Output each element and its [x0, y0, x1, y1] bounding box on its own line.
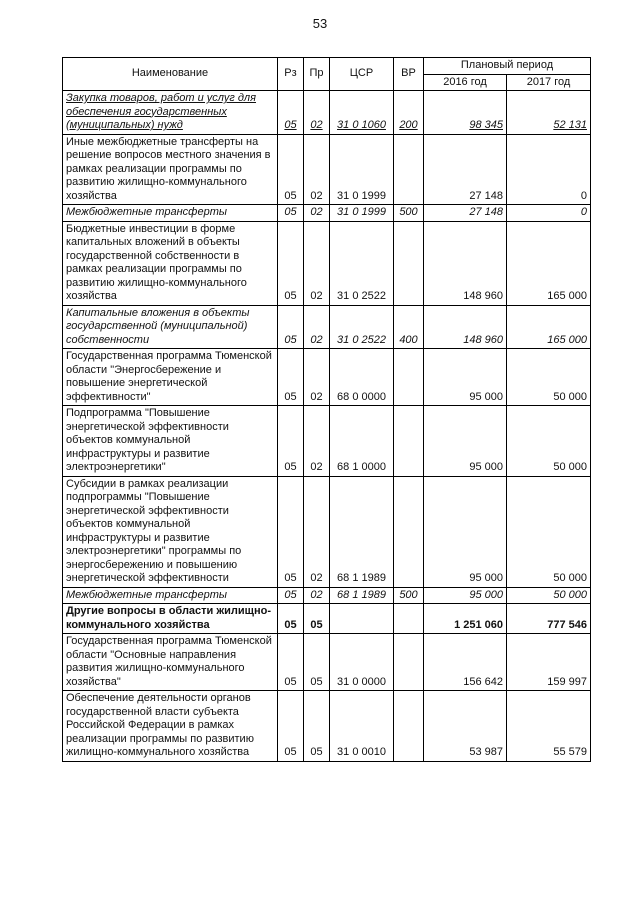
table-row	[63, 305, 591, 349]
cell-vr	[394, 134, 424, 205]
cell-2016: 148 960	[424, 305, 507, 349]
cell-csr: 31 0 0000	[330, 634, 394, 691]
cell-rz: 05	[278, 221, 304, 305]
cell-2017: 777 546	[507, 604, 591, 634]
table-row	[63, 91, 591, 135]
cell-rz: 05	[278, 305, 304, 349]
cell-pr: 05	[304, 691, 330, 762]
cell-rz: 05	[278, 634, 304, 691]
cell-pr: 02	[304, 476, 330, 587]
header-year-2017: 2017 год	[507, 74, 591, 91]
table-row	[63, 406, 591, 477]
cell-rz: 05	[278, 134, 304, 205]
cell-pr: 05	[304, 604, 330, 634]
cell-2016: 53 987	[424, 691, 507, 762]
cell-name: Обеспечение деятельности органов государственной власти субъекта Российской Федерации в рамках реализации программы по развитию жилищно-коммунального хозяйства	[63, 691, 278, 762]
header-planned-period: Плановый период	[424, 58, 591, 75]
cell-pr: 02	[304, 134, 330, 205]
cell-2017: 55 579	[507, 691, 591, 762]
cell-name: Закупка товаров, работ и услуг для обеспечения государственных (муниципальных) нужд	[63, 91, 278, 135]
cell-2017: 50 000	[507, 476, 591, 587]
cell-rz: 05	[278, 587, 304, 604]
cell-2017: 165 000	[507, 305, 591, 349]
cell-rz: 05	[278, 476, 304, 587]
table-row	[63, 205, 591, 222]
cell-csr	[330, 604, 394, 634]
cell-rz: 05	[278, 604, 304, 634]
cell-name: Капитальные вложения в объекты государственной (муниципальной) собственности	[63, 305, 278, 349]
cell-2016: 156 642	[424, 634, 507, 691]
cell-csr: 68 0 0000	[330, 349, 394, 406]
table-row	[63, 221, 591, 305]
cell-vr	[394, 604, 424, 634]
header-csr: ЦСР	[330, 58, 394, 91]
cell-pr: 02	[304, 91, 330, 135]
cell-2016: 98 345	[424, 91, 507, 135]
cell-vr	[394, 476, 424, 587]
cell-csr: 68 1 1989	[330, 476, 394, 587]
table-row	[63, 349, 591, 406]
cell-pr: 05	[304, 634, 330, 691]
table-row	[63, 634, 591, 691]
header-vr: ВР	[394, 58, 424, 91]
cell-rz: 05	[278, 205, 304, 222]
cell-2016: 27 148	[424, 134, 507, 205]
header-row	[63, 58, 591, 75]
cell-pr: 02	[304, 205, 330, 222]
cell-csr: 31 0 2522	[330, 305, 394, 349]
cell-csr: 68 1 0000	[330, 406, 394, 477]
cell-rz: 05	[278, 349, 304, 406]
cell-csr: 31 0 2522	[330, 221, 394, 305]
cell-name: Подпрограмма "Повышение энергетической эффективности объектов коммунальной инфраструктуры и развитие электроэнергетики"	[63, 406, 278, 477]
cell-2016: 95 000	[424, 587, 507, 604]
cell-2017: 50 000	[507, 349, 591, 406]
table-row	[63, 134, 591, 205]
cell-vr: 400	[394, 305, 424, 349]
header-rz: Рз	[278, 58, 304, 91]
cell-name: Государственная программа Тюменской области "Энергосбережение и повышение энергетической эффективности"	[63, 349, 278, 406]
table-row	[63, 604, 591, 634]
cell-2017: 0	[507, 134, 591, 205]
page-number: 53	[312, 16, 328, 31]
cell-csr: 31 0 0010	[330, 691, 394, 762]
cell-rz: 05	[278, 691, 304, 762]
cell-vr	[394, 349, 424, 406]
cell-vr: 200	[394, 91, 424, 135]
cell-pr: 02	[304, 349, 330, 406]
cell-csr: 68 1 1989	[330, 587, 394, 604]
cell-csr: 31 0 1999	[330, 205, 394, 222]
cell-csr: 31 0 1060	[330, 91, 394, 135]
cell-name: Государственная программа Тюменской области "Основные направления развития жилищно-коммунального хозяйства"	[63, 634, 278, 691]
cell-2016: 27 148	[424, 205, 507, 222]
table-body	[63, 91, 591, 762]
cell-pr: 02	[304, 587, 330, 604]
cell-2016: 95 000	[424, 406, 507, 477]
cell-2017: 52 131	[507, 91, 591, 135]
table-row	[63, 476, 591, 587]
cell-rz: 05	[278, 91, 304, 135]
cell-vr	[394, 406, 424, 477]
cell-name: Бюджетные инвестиции в форме капитальных вложений в объекты государственной собственности в рамках реализации программы по развитию жилищно-коммунального хозяйства	[63, 221, 278, 305]
cell-vr	[394, 634, 424, 691]
cell-2016: 148 960	[424, 221, 507, 305]
cell-vr	[394, 221, 424, 305]
cell-2017: 0	[507, 205, 591, 222]
cell-2017: 159 997	[507, 634, 591, 691]
table-row	[63, 691, 591, 762]
cell-2017: 50 000	[507, 406, 591, 477]
cell-name: Другие вопросы в области жилищно-коммунального хозяйства	[63, 604, 278, 634]
cell-rz: 05	[278, 406, 304, 477]
header-year-2016: 2016 год	[424, 74, 507, 91]
budget-table	[62, 57, 591, 762]
cell-vr: 500	[394, 205, 424, 222]
table-row	[63, 587, 591, 604]
cell-name: Межбюджетные трансферты	[63, 587, 278, 604]
header-pr: Пр	[304, 58, 330, 91]
cell-csr: 31 0 1999	[330, 134, 394, 205]
cell-vr: 500	[394, 587, 424, 604]
cell-name: Иные межбюджетные трансферты на решение вопросов местного значения в рамках реализации программы по развитию жилищно-коммунального хозяйства	[63, 134, 278, 205]
cell-pr: 02	[304, 221, 330, 305]
cell-2016: 95 000	[424, 476, 507, 587]
cell-name: Субсидии в рамках реализации подпрограммы "Повышение энергетической эффективности объектов коммунальной инфраструктуры и развитие электроэнергетики" программы по энергосбережению и повышению энергетической эффективности	[63, 476, 278, 587]
cell-name: Межбюджетные трансферты	[63, 205, 278, 222]
cell-pr: 02	[304, 406, 330, 477]
cell-2017: 50 000	[507, 587, 591, 604]
cell-vr	[394, 691, 424, 762]
cell-2016: 95 000	[424, 349, 507, 406]
header-name: Наименование	[63, 58, 278, 91]
cell-2016: 1 251 060	[424, 604, 507, 634]
cell-pr: 02	[304, 305, 330, 349]
cell-2017: 165 000	[507, 221, 591, 305]
